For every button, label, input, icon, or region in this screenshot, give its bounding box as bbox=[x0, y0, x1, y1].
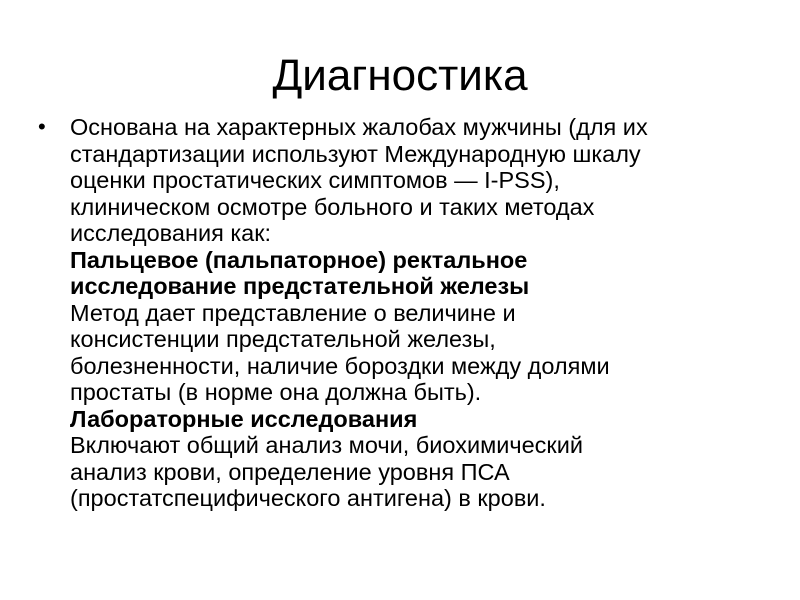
text-line-lab-2: анализ крови, определение уровня ПСА bbox=[70, 458, 510, 485]
text-line-rectal-2: консистенции предстательной железы, bbox=[70, 326, 496, 352]
text-line-rectal-1: Метод дает представление о величине и bbox=[70, 299, 516, 326]
bullet-item-diagnostics bbox=[36, 114, 766, 512]
heading-lab-tests: Лабораторные исследования bbox=[70, 405, 418, 432]
text-line-rectal-3: болезненности, наличие бороздки между долями bbox=[70, 352, 610, 379]
text-line-lab-1: Включают общий анализ мочи, биохимический bbox=[70, 432, 583, 458]
text-line-intro-5: исследования как: bbox=[70, 220, 272, 246]
text-line-intro-2: стандартизации используют Международную шкалу bbox=[70, 140, 641, 167]
text-line-intro-1: Основана на характерных жалобах мужчины (для их bbox=[70, 114, 648, 140]
text-line-rectal-4: простаты (в норме она должна быть). bbox=[70, 379, 482, 405]
text-line-intro-4: клиническом осмотре больного и таких методах bbox=[70, 193, 595, 220]
slide-title: Диагностика bbox=[272, 51, 528, 100]
bullet-list bbox=[36, 114, 766, 512]
heading-rectal-exam-1: Пальцевое (пальпаторное) ректальное bbox=[70, 246, 528, 273]
text-line-lab-3: (простатспецифического антигена) в крови. bbox=[70, 485, 546, 511]
heading-rectal-exam-2: исследование предстательной железы bbox=[70, 273, 530, 299]
text-line-intro-3: оценки простатических симптомов — I-PSS), bbox=[70, 167, 560, 193]
bullet-dot-icon: • bbox=[38, 114, 46, 139]
